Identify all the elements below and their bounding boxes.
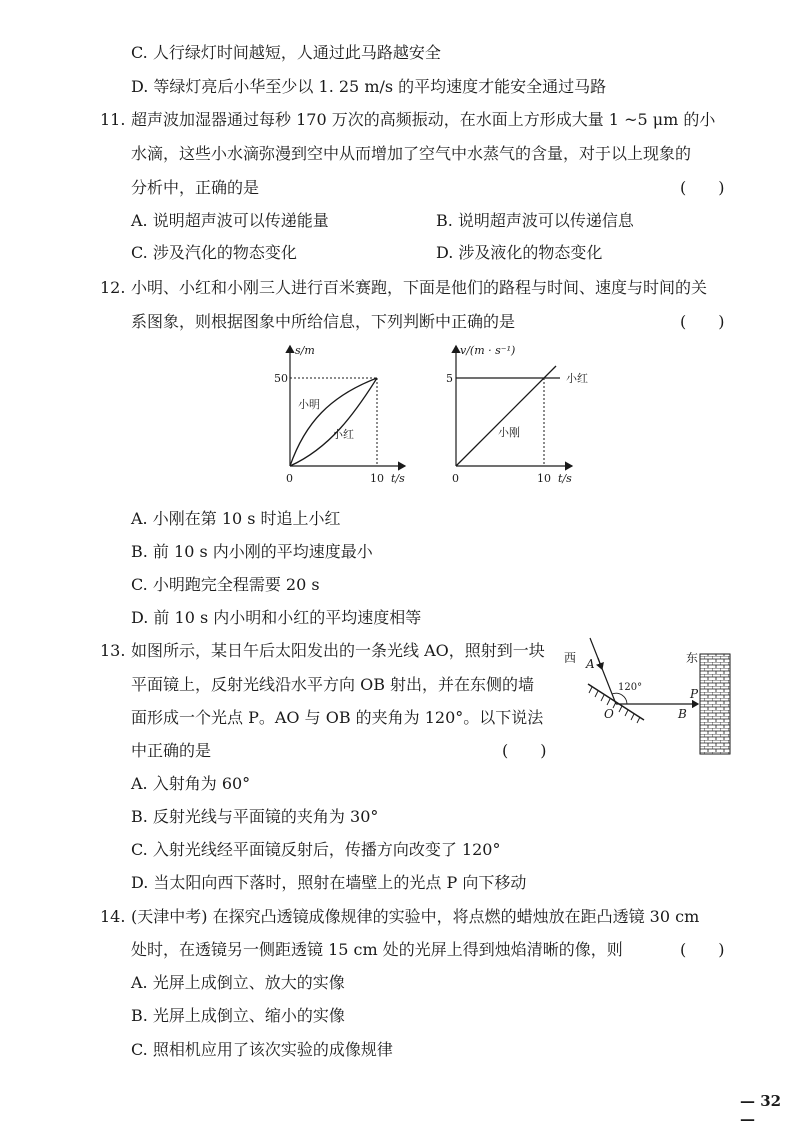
- q13-answer-paren: ( ): [502, 741, 547, 760]
- q12-number: 12.: [100, 278, 126, 297]
- xiaoming-curve: [290, 378, 377, 466]
- v-t-ylabel: v/(m · s⁻¹): [460, 344, 516, 357]
- q11-option-d: D. 涉及液化的物态变化: [436, 243, 603, 262]
- q12-option-c: C. 小明跑完全程需要 20 s: [131, 575, 320, 594]
- v-t-xtick: 10: [537, 472, 551, 485]
- label-p: P: [690, 687, 699, 701]
- xiaohong-curve: [290, 378, 377, 466]
- s-t-ylabel: s/m: [295, 344, 315, 357]
- q13-stem-line4: 中正确的是: [131, 741, 212, 760]
- label-o: O: [604, 707, 614, 721]
- q12-option-b: B. 前 10 s 内小刚的平均速度最小: [131, 542, 373, 561]
- label-west: 西: [564, 651, 577, 665]
- xiaoming-label: 小明: [298, 398, 320, 411]
- q13-option-d: D. 当太阳向西下落时，照射在墙壁上的光点 P 向下移动: [131, 873, 527, 892]
- q11-option-c: C. 涉及汽化的物态变化: [131, 243, 297, 262]
- xiaogang-label: 小刚: [498, 426, 520, 439]
- q13-stem-line2: 平面镜上，反射光线沿水平方向 OB 射出，并在东侧的墙: [131, 675, 535, 694]
- q13-stem-line3: 面形成一个光点 P。AO 与 OB 的夹角为 120°。以下说法: [131, 708, 544, 727]
- q12-stem-line2: 系图象，则根据图象中所给信息，下列判断中正确的是: [131, 312, 516, 331]
- s-t-ytick: 50: [274, 372, 288, 385]
- q11-stem-line2: 水滴，这些小水滴弥漫到空中从而增加了空气中水蒸气的含量，对于以上现象的: [131, 144, 692, 163]
- q11-number: 11.: [100, 110, 126, 129]
- q12-option-d: D. 前 10 s 内小明和小红的平均速度相等: [131, 608, 422, 627]
- s-t-xlabel: t/s: [391, 472, 405, 485]
- q12-option-a: A. 小刚在第 10 s 时追上小红: [131, 509, 341, 528]
- label-east: 东: [686, 651, 699, 665]
- label-a: A: [586, 657, 595, 671]
- q11-option-b: B. 说明超声波可以传递信息: [436, 211, 634, 230]
- q11-stem-line1: 超声波加湿器通过每秒 170 万次的高频振动，在水面上方形成大量 1 ~5 μm 的小: [131, 110, 716, 129]
- v-t-xlabel: t/s: [558, 472, 572, 485]
- incident-arrow: [598, 658, 602, 669]
- xiaogang-line: [456, 366, 556, 466]
- q12-stem-line1: 小明、小红和小刚三人进行百米赛跑，下面是他们的路程与时间、速度与时间的关: [131, 278, 708, 297]
- v-t-graph: [446, 344, 588, 485]
- q10-option-c: C. 人行绿灯时间越短，人通过此马路越安全: [131, 43, 441, 62]
- q14-option-b: B. 光屏上成倒立、缩小的实像: [131, 1006, 345, 1025]
- q13-number: 13.: [100, 641, 126, 660]
- s-t-xtick: 10: [370, 472, 384, 485]
- q10-option-d: D. 等绿灯亮后小华至少以 1. 25 m/s 的平均速度才能安全通过马路: [131, 77, 607, 96]
- east-wall: [700, 654, 730, 754]
- label-b: B: [678, 707, 687, 721]
- q13-option-a: A. 入射角为 60°: [131, 774, 251, 793]
- q13-option-c: C. 入射光线经平面镜反射后，传播方向改变了 120°: [131, 840, 501, 859]
- q14-stem-line1: (天津中考) 在探究凸透镜成像规律的实验中，将点燃的蜡烛放在距凸透镜 30 cm: [131, 907, 700, 926]
- q12-graphs: [260, 338, 620, 488]
- q13-stem-line1: 如图所示，某日午后太阳发出的一条光线 AO，照射到一块: [131, 641, 545, 660]
- q11-option-a: A. 说明超声波可以传递能量: [131, 211, 329, 230]
- v-t-origin: 0: [452, 472, 459, 485]
- s-t-graph: [274, 344, 405, 485]
- xiaohong-v-label: 小红: [566, 372, 588, 385]
- q13-option-b: B. 反射光线与平面镜的夹角为 30°: [131, 807, 379, 826]
- page-number: — 32 —: [740, 1092, 782, 1128]
- q14-option-a: A. 光屏上成倒立、放大的实像: [131, 973, 345, 992]
- v-t-ytick: 5: [446, 372, 453, 385]
- label-angle: 120°: [618, 682, 643, 693]
- q14-option-c: C. 照相机应用了该次实验的成像规律: [131, 1040, 393, 1059]
- q14-answer-paren: ( ): [680, 940, 725, 959]
- q11-answer-paren: ( ): [680, 178, 725, 197]
- s-t-origin: 0: [286, 472, 293, 485]
- q14-number: 14.: [100, 907, 126, 926]
- q11-stem-line3: 分析中，正确的是: [131, 178, 260, 197]
- q13-reflection-diagram: [560, 632, 740, 760]
- xiaohong-label: 小红: [332, 428, 354, 441]
- q12-answer-paren: ( ): [680, 312, 725, 331]
- q14-stem-line2: 处时，在透镜另一侧距透镜 15 cm 处的光屏上得到烛焰清晰的像，则: [131, 940, 623, 959]
